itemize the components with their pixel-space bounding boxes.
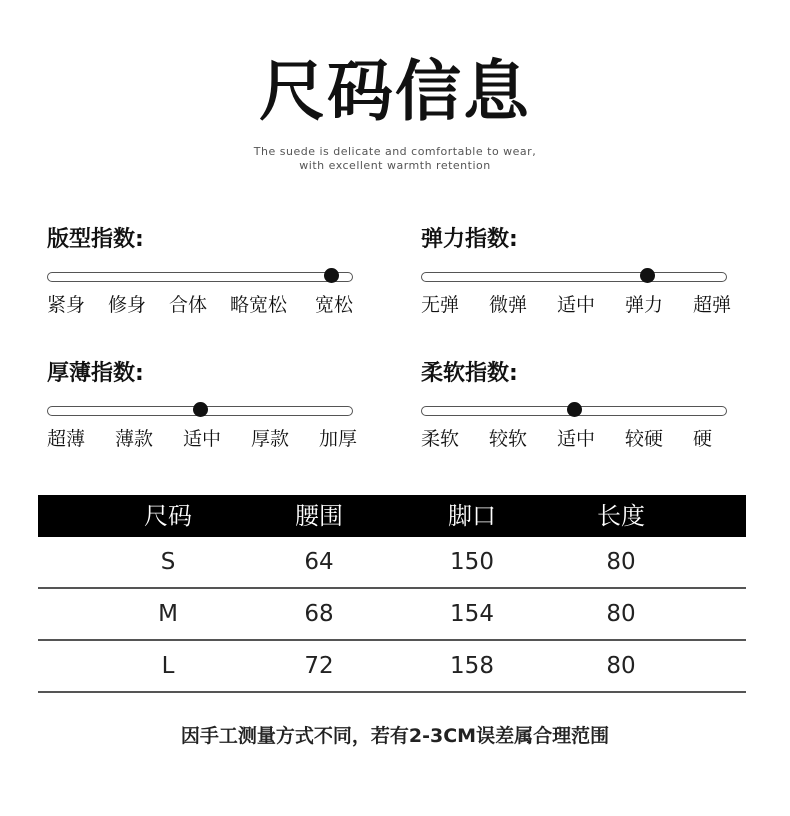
softness-option: 较硬 [625,428,664,450]
thickness-option: 厚款 [251,428,290,450]
elasticity-index-options [421,291,731,319]
fit-option: 修身 [108,294,147,316]
elasticity-option: 弹力 [625,294,664,316]
thickness-option: 超薄 [47,428,86,450]
measurement-note: 因手工测量方式不同，若有2-3CM误差属合理范围 [180,725,610,747]
softness-index-label: 柔软指数: [421,361,518,386]
page-title: 尺码信息 [259,53,531,130]
thickness-option: 加厚 [319,428,358,450]
cell-length: 80 [606,601,636,627]
fit-index-track [47,272,353,282]
softness-option: 柔软 [421,428,460,450]
elasticity-index-track [421,272,727,282]
subtitle [0,145,790,173]
thickness-option: 适中 [183,428,222,450]
elasticity-option: 微弹 [489,294,528,316]
thickness-index-label: 厚薄指数: [47,361,144,386]
elasticity-index [421,226,732,316]
cell-waist: 68 [304,601,334,627]
cell-size: M [158,601,178,627]
thickness-option: 薄款 [115,428,154,450]
table-row [38,589,746,641]
fit-option: 宽松 [315,294,354,316]
fit-option: 略宽松 [230,294,288,316]
softness-option: 硬 [693,428,713,450]
elasticity-option: 适中 [557,294,596,316]
elasticity-option: 超弹 [693,294,732,316]
size-table [38,495,746,693]
fit-option: 合体 [169,294,208,316]
cell-hem: 150 [450,549,494,575]
cell-length: 80 [606,549,636,575]
elasticity-index-marker [640,268,655,283]
fit-index-marker [324,268,339,283]
cell-waist: 72 [304,653,334,679]
fit-index-label: 版型指数: [47,227,144,252]
header-waist: 腰围 [295,502,343,530]
table-row [38,641,746,693]
cell-waist: 64 [304,549,334,575]
table-header [38,495,746,537]
cell-length: 80 [606,653,636,679]
fit-index-options [47,291,357,319]
cell-size: L [161,653,175,679]
header-size: 尺码 [144,502,192,530]
subtitle-line-1: The suede is delicate and comfortable to wear, [253,145,537,158]
softness-index-marker [567,402,582,417]
softness-index-options [421,425,731,453]
softness-option: 较软 [489,428,528,450]
subtitle-line-2: with excellent warmth retention [299,159,491,172]
elasticity-option: 无弹 [421,294,460,316]
table-row [38,537,746,589]
fit-option: 紧身 [47,294,86,316]
cell-hem: 158 [450,653,494,679]
header-hem: 脚口 [448,502,496,530]
thickness-index [47,360,358,450]
softness-option: 适中 [557,428,596,450]
thickness-index-marker [193,402,208,417]
fit-index [47,226,357,316]
cell-size: S [160,549,176,575]
cell-hem: 154 [450,601,494,627]
thickness-index-options [47,425,357,453]
softness-index [421,360,731,450]
elasticity-index-label: 弹力指数: [421,227,518,252]
header-length: 长度 [597,502,645,530]
